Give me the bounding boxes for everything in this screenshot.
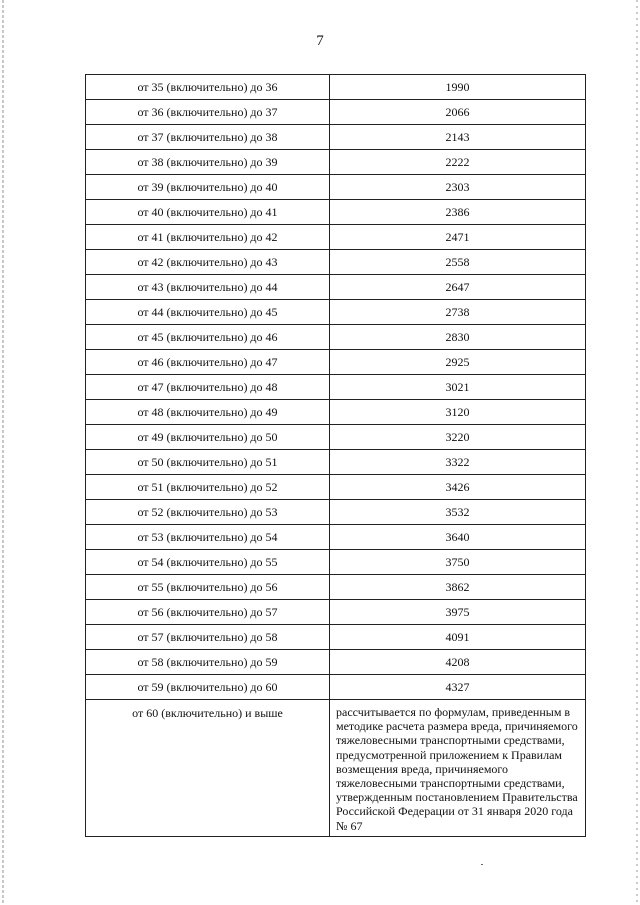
range-cell: от 41 (включительно) до 42 bbox=[86, 225, 330, 250]
table-row bbox=[86, 200, 586, 225]
table-row bbox=[86, 150, 586, 175]
table-row bbox=[86, 275, 586, 300]
table-row bbox=[86, 350, 586, 375]
range-cell: от 59 (включительно) до 60 bbox=[86, 675, 330, 700]
value-cell: 3640 bbox=[330, 525, 586, 550]
range-cell: от 52 (включительно) до 53 bbox=[86, 500, 330, 525]
value-cell: 3975 bbox=[330, 600, 586, 625]
range-cell: от 60 (включительно) и выше bbox=[86, 700, 330, 837]
range-cell: от 47 (включительно) до 48 bbox=[86, 375, 330, 400]
range-cell: от 48 (включительно) до 49 bbox=[86, 400, 330, 425]
range-cell: от 37 (включительно) до 38 bbox=[86, 125, 330, 150]
table-row bbox=[86, 600, 586, 625]
value-cell: 3120 bbox=[330, 400, 586, 425]
range-cell: от 35 (включительно) до 36 bbox=[86, 75, 330, 100]
table-row bbox=[86, 650, 586, 675]
scan-edge-right bbox=[636, 0, 638, 905]
scan-speck bbox=[481, 864, 483, 865]
table-row bbox=[86, 400, 586, 425]
value-cell: 3750 bbox=[330, 550, 586, 575]
value-cell: 2925 bbox=[330, 350, 586, 375]
table-row bbox=[86, 425, 586, 450]
range-cell: от 55 (включительно) до 56 bbox=[86, 575, 330, 600]
value-cell: 4091 bbox=[330, 625, 586, 650]
range-cell: от 38 (включительно) до 39 bbox=[86, 150, 330, 175]
table-row bbox=[86, 375, 586, 400]
table-row bbox=[86, 550, 586, 575]
range-cell: от 46 (включительно) до 47 bbox=[86, 350, 330, 375]
value-cell: 2830 bbox=[330, 325, 586, 350]
table-row bbox=[86, 575, 586, 600]
table-row bbox=[86, 175, 586, 200]
range-cell: от 45 (включительно) до 46 bbox=[86, 325, 330, 350]
table-row bbox=[86, 625, 586, 650]
range-cell: от 50 (включительно) до 51 bbox=[86, 450, 330, 475]
value-cell: 3426 bbox=[330, 475, 586, 500]
range-cell: от 54 (включительно) до 55 bbox=[86, 550, 330, 575]
scan-edge-left bbox=[2, 0, 4, 905]
range-cell: от 42 (включительно) до 43 bbox=[86, 250, 330, 275]
value-cell: 4327 bbox=[330, 675, 586, 700]
range-cell: от 40 (включительно) до 41 bbox=[86, 200, 330, 225]
table-row bbox=[86, 325, 586, 350]
range-cell: от 56 (включительно) до 57 bbox=[86, 600, 330, 625]
range-cell: от 57 (включительно) до 58 bbox=[86, 625, 330, 650]
range-cell: от 53 (включительно) до 54 bbox=[86, 525, 330, 550]
range-cell: от 58 (включительно) до 59 bbox=[86, 650, 330, 675]
rates-table-body bbox=[86, 75, 586, 837]
value-cell: 2066 bbox=[330, 100, 586, 125]
rates-table bbox=[85, 74, 586, 837]
value-cell: 3021 bbox=[330, 375, 586, 400]
value-cell: 2471 bbox=[330, 225, 586, 250]
table-row bbox=[86, 225, 586, 250]
table-row bbox=[86, 125, 586, 150]
table-row bbox=[86, 525, 586, 550]
value-cell: 3532 bbox=[330, 500, 586, 525]
table-row bbox=[86, 250, 586, 275]
table-row bbox=[86, 100, 586, 125]
range-cell: от 36 (включительно) до 37 bbox=[86, 100, 330, 125]
formula-note-cell: рассчитывается по формулам, приведенным в методике расчета размера вреда, причиняемого тяжеловесными транспортными средствами, предусмотренной приложением к Правилам возмещения вреда, причиняемого тяжеловесными транспортными средствами, утвержденным постановлением Правительства Российской Федерации от 31 января 2020 года № 67 bbox=[330, 700, 586, 837]
value-cell: 3322 bbox=[330, 450, 586, 475]
value-cell: 2558 bbox=[330, 250, 586, 275]
table-row bbox=[86, 500, 586, 525]
range-cell: от 43 (включительно) до 44 bbox=[86, 275, 330, 300]
value-cell: 2143 bbox=[330, 125, 586, 150]
value-cell: 2647 bbox=[330, 275, 586, 300]
range-cell: от 51 (включительно) до 52 bbox=[86, 475, 330, 500]
range-cell: от 44 (включительно) до 45 bbox=[86, 300, 330, 325]
value-cell: 2303 bbox=[330, 175, 586, 200]
range-cell: от 49 (включительно) до 50 bbox=[86, 425, 330, 450]
table-row bbox=[86, 475, 586, 500]
range-cell: от 39 (включительно) до 40 bbox=[86, 175, 330, 200]
value-cell: 2222 bbox=[330, 150, 586, 175]
table-row-over-60 bbox=[86, 700, 586, 837]
page-number: 7 bbox=[316, 33, 324, 49]
table-row bbox=[86, 675, 586, 700]
value-cell: 1990 bbox=[330, 75, 586, 100]
value-cell: 4208 bbox=[330, 650, 586, 675]
value-cell: 2386 bbox=[330, 200, 586, 225]
value-cell: 3220 bbox=[330, 425, 586, 450]
value-cell: 3862 bbox=[330, 575, 586, 600]
table-row bbox=[86, 300, 586, 325]
table-row bbox=[86, 450, 586, 475]
value-cell: 2738 bbox=[330, 300, 586, 325]
table-row bbox=[86, 75, 586, 100]
